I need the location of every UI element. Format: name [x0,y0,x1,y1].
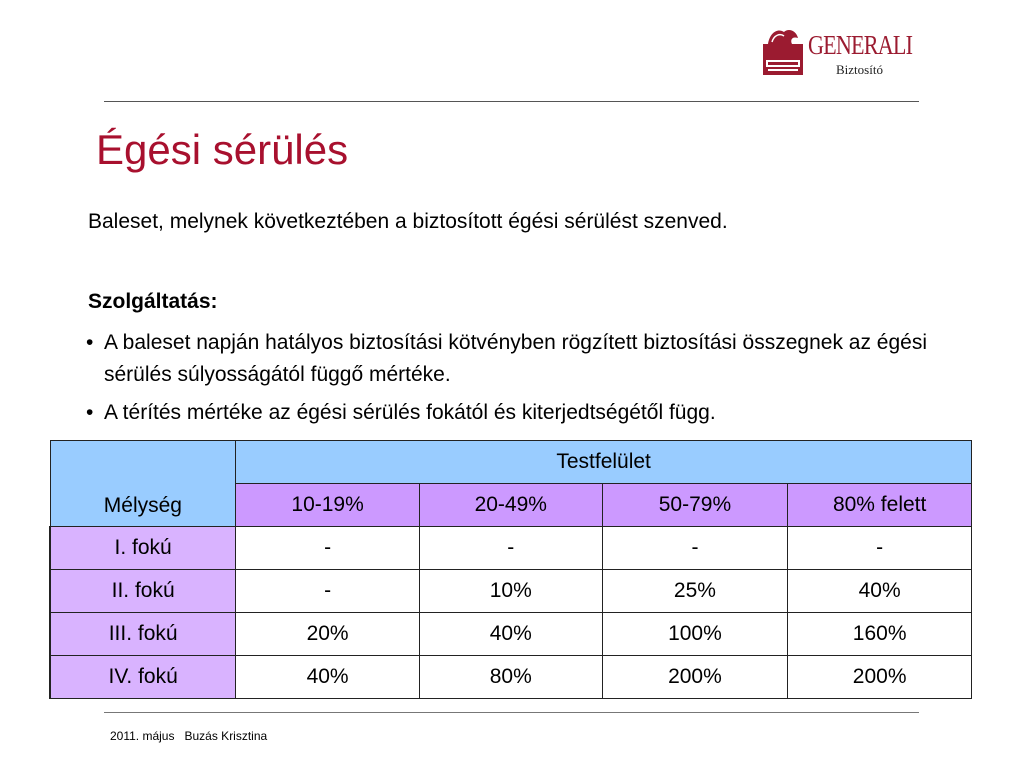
table-row [50,570,972,613]
list-item [84,327,964,391]
intro-text: Baleset, melynek következtében a biztosított égési sérülést szenved. [88,210,728,233]
table-cell: 160% [788,613,972,656]
lion-emblem-icon [762,26,804,76]
footer-date: 2011. május [110,729,175,743]
table-cell: 40% [788,570,972,613]
brand-name: GENERALI [808,30,913,60]
table-header-row [50,441,972,484]
table-row [50,613,972,656]
section-heading: Szolgáltatás: [88,290,218,313]
table-cell: - [419,527,602,570]
column-header: 50-79% [602,484,788,527]
column-header: 80% felett [788,484,972,527]
brand-subtitle: Biztosító [836,62,883,77]
table-cell: - [236,570,420,613]
bullet-marker: • [86,331,94,354]
generali-logo [762,24,922,80]
table-cell: 20% [236,613,420,656]
table-cell: 10% [419,570,602,613]
footer-author: Buzás Krisztina [184,729,268,743]
table-cell: 40% [419,613,602,656]
footer [110,729,267,743]
table-cell: 100% [602,613,788,656]
row-label: IV. fokú [50,656,236,699]
bullet-marker: • [86,401,94,424]
column-header: 10-19% [236,484,420,527]
table-cell: - [788,527,972,570]
bullet-list [84,327,964,435]
table-cell: 40% [236,656,420,699]
depth-label: Mélység [103,494,182,517]
surface-group-header: Testfelület [236,441,972,484]
table-cell: 80% [419,656,602,699]
row-label: II. fokú [50,570,236,613]
page-title: Égési sérülés [96,126,349,173]
burn-compensation-table [49,440,972,699]
table-cell: 200% [602,656,788,699]
header-divider [104,101,919,102]
table-cell: - [602,527,788,570]
list-item [84,397,964,429]
column-header: 20-49% [419,484,602,527]
row-label: III. fokú [50,613,236,656]
corner-header [50,441,236,527]
table-cell: 200% [788,656,972,699]
footer-divider [104,712,919,713]
table-row [50,656,972,699]
table-cell: - [236,527,420,570]
bullet-text: A baleset napján hatályos biztosítási kötvényben rögzített biztosítási összegnek az égési sérülés súlyosságától függő mértéke. [104,331,927,386]
table-cell: 25% [602,570,788,613]
row-label: I. fokú [50,527,236,570]
table-row [50,527,972,570]
bullet-text: A térítés mértéke az égési sérülés fokától és kiterjedtségétől függ. [104,401,716,424]
